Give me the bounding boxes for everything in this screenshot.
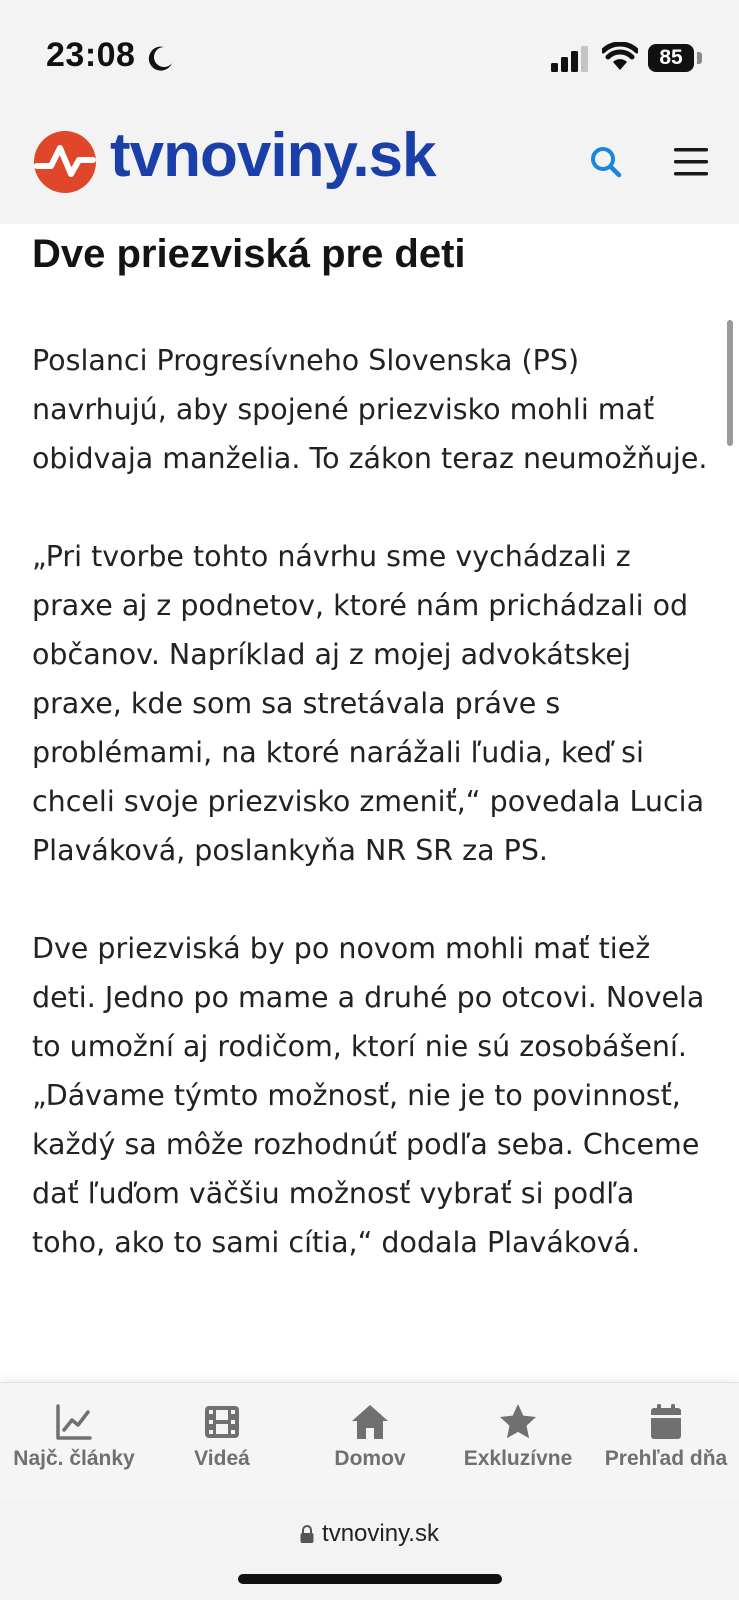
trending-chart-icon (55, 1403, 93, 1441)
logo-icon[interactable] (33, 130, 97, 194)
article-paragraph: „Pri tvorbe tohto návrhu sme vychádzali z praxe aj z podnetov, ktoré nám prichádzali od občanov. Napríklad aj z mojej advokátskej praxe, kde som sa stretávala práve s problémami, na ktoré narážali ľudia, keď si chceli svoje priezvisko zmeniť,“ povedala Lucia Plaváková, poslankyňa NR SR za PS. (32, 540, 705, 867)
search-icon[interactable] (588, 144, 624, 180)
article-body (32, 226, 712, 1267)
home-indicator[interactable] (238, 1574, 502, 1584)
battery-indicator (648, 44, 694, 72)
star-icon (499, 1403, 537, 1441)
lock-icon (300, 1525, 314, 1543)
nav-label: Prehľad dňa (604, 1447, 728, 1470)
moon-icon (146, 44, 174, 72)
calendar-icon (647, 1403, 685, 1441)
nav-label: Videá (194, 1447, 250, 1470)
page-scrollbar[interactable] (727, 320, 733, 446)
status-time: 23:08 (46, 36, 136, 74)
nav-item-daily-overview[interactable] (592, 1383, 739, 1499)
nav-item-home[interactable] (296, 1383, 444, 1499)
wifi-icon (602, 42, 638, 72)
nav-label: Najč. články (13, 1447, 135, 1470)
nav-label: Exkluzívne (463, 1447, 573, 1470)
article-paragraph: Dve priezviská by po novom mohli mať tiež deti. Jedno po mame a druhé po otcovi. Novela to umožní aj rodičom, ktorí nie sú zosobášení. „Dávame týmto možnosť, nie je to povinnosť, každý sa môže rozhodnúť podľa seba. Chceme dať ľuďom väčšiu možnosť vybrať si podľa toho, ako to sami cítia,“ dodala Plaváková. (32, 932, 705, 1259)
nav-item-videos[interactable] (148, 1383, 296, 1499)
url-field[interactable] (0, 1520, 739, 1548)
hamburger-menu-icon[interactable] (674, 146, 708, 178)
status-bar (0, 0, 739, 110)
logo-wordmark[interactable]: tvnoviny.sk (110, 121, 436, 190)
battery-level: 85 (659, 46, 683, 69)
site-header (0, 110, 739, 224)
bottom-navigation (0, 1382, 739, 1499)
film-icon (203, 1403, 241, 1441)
article-paragraph: Poslanci Progresívneho Slovenska (PS) navrhujú, aby spojené priezvisko mohli mať obidvaja manželia. To zákon teraz neumožňuje. (32, 344, 708, 475)
browser-address-bar (0, 1498, 739, 1600)
cellular-signal-icon (551, 46, 591, 72)
home-icon (351, 1403, 389, 1441)
nav-item-exclusive[interactable] (444, 1383, 592, 1499)
nav-label: Domov (334, 1447, 406, 1470)
section-heading: Dve priezviská pre deti (32, 232, 466, 276)
battery-cap (697, 52, 702, 64)
nav-item-trending-articles[interactable] (0, 1383, 148, 1499)
url-text: tvnoviny.sk (322, 1520, 439, 1547)
